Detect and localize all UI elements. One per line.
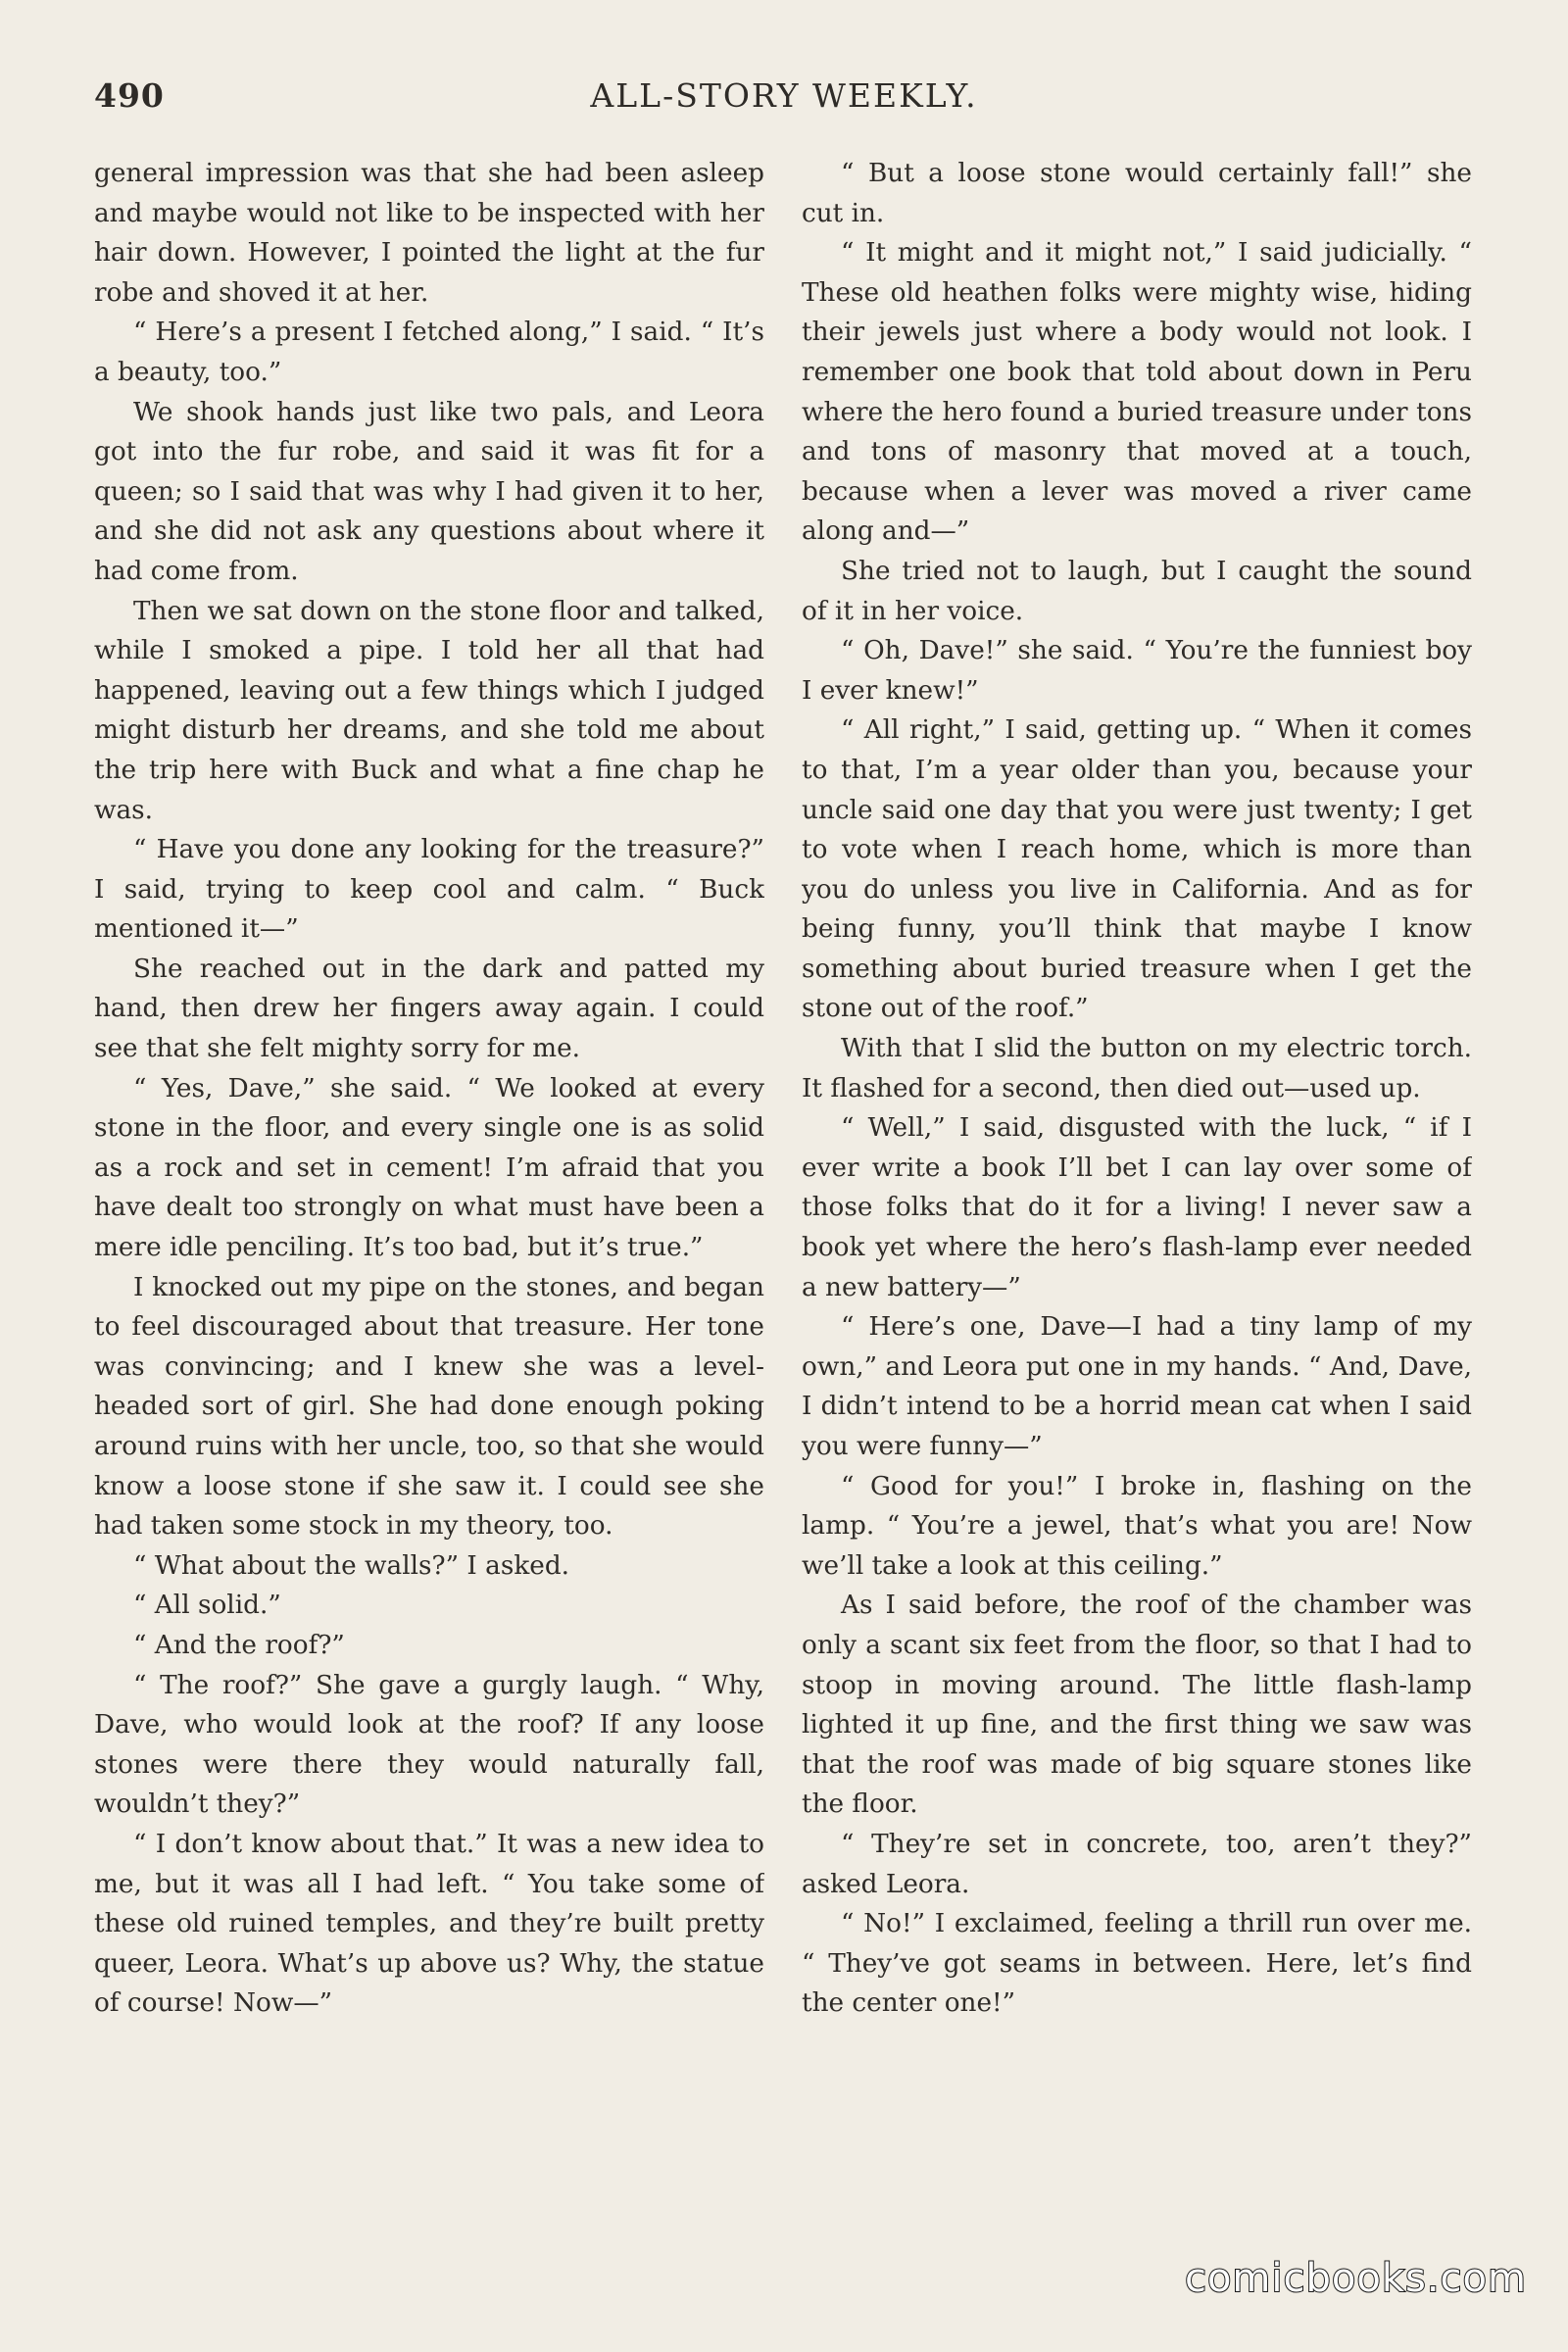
paragraph: Then we sat down on the stone floor and talked, while I smoked a pipe. I told her all that had happened, leaving out a few things which I judged might disturb her dreams, and she told me about the trip here with Buck and what a fine chap he was. — [94, 596, 764, 825]
paragraph: “ No!” I exclaimed, feeling a thrill run over me. “ They’ve got seams in between. Here, let’s find the center one!” — [802, 1909, 1472, 2019]
right-column — [802, 154, 1472, 2271]
paragraph: “ It might and it might not,” I said judicially. “ These old heathen folks were mighty wise, hiding their jewels just where a body would not look. I remember one book that told about down in Peru where the hero found a buried treasure under tons and tons of masonry that moved at a touch, because when a lever was moved a river came along and—” — [802, 238, 1472, 547]
paragraph: She reached out in the dark and patted my hand, then drew her fingers away again. I could see that she felt mighty sorry for me. — [94, 954, 764, 1064]
paragraph: We shook hands just like two pals, and Leora got into the fur robe, and said it was fit for a queen; so I said that was why I had given it to her, and she did not ask any questions about where it had come from. — [94, 397, 764, 586]
paragraph: “ Good for you!” I broke in, flashing on the lamp. “ You’re a jewel, that’s what you are! Now we’ll take a look at this ceiling.” — [802, 1471, 1472, 1581]
paragraph: She tried not to laugh, but I caught the sound of it in her voice. — [802, 556, 1472, 626]
page-number: 490 — [94, 76, 165, 115]
watermark: comicbooks.com — [1184, 2256, 1527, 2301]
page-header — [94, 76, 1474, 125]
paragraph: “ What about the walls?” I asked. — [133, 1550, 570, 1581]
paragraph: As I said before, the roof of the chamber was only a scant six feet from the floor, so that I had to stoop in moving around. The little flash-lamp lighted it up fine, and the first thing we saw was that the roof was made of big square stones like the floor. — [802, 1591, 1472, 1820]
left-column — [94, 154, 764, 2271]
paragraph: “ And the roof?” — [133, 1630, 345, 1660]
paragraph: general impression was that she had been asleep and maybe would not like to be inspected with her hair down. However, I pointed the light at the fur robe and shoved it at her. — [94, 159, 764, 308]
paragraph: “ But a loose stone would certainly fall!” she cut in. — [802, 159, 1472, 228]
paragraph: “ Here’s one, Dave—I had a tiny lamp of my own,” and Leora put one in my hands. “ And, Dave, I didn’t intend to be a horrid mean cat when I said you were funny—” — [802, 1312, 1472, 1461]
paragraph: “ Have you done any looking for the treasure?” I said, trying to keep cool and calm. “ Buck mentioned it—” — [94, 835, 764, 945]
running-title: ALL-STORY WEEKLY. — [590, 76, 978, 115]
paragraph: “ Yes, Dave,” she said. “ We looked at every stone in the floor, and every single one is as solid as a rock and set in cement! I’m afraid that you have dealt too strongly on what must have been a mere idle penciling. It’s too bad, but it’s true.” — [94, 1073, 764, 1263]
paragraph: “ They’re set in concrete, too, aren’t they?” asked Leora. — [802, 1829, 1472, 1899]
paragraph: “ The roof?” She gave a gurgly laugh. “ Why, Dave, who would look at the roof? If any loose stones were there they would naturally fall, wouldn’t they?” — [94, 1670, 764, 1820]
paragraph: With that I slid the button on my electric torch. It flashed for a second, then died out—used up. — [802, 1034, 1472, 1103]
paragraph: “ All right,” I said, getting up. “ When it comes to that, I’m a year older than you, because your uncle said one day that you were just twenty; I get to vote when I reach home, which is more than you do unless you live in California. And as for being funny, you’ll think that maybe I know something about buried treasure when I get the stone out of the roof.” — [802, 715, 1472, 1024]
paragraph: “ I don’t know about that.” It was a new idea to me, but it was all I had left. “ You take some of these old ruined temples, and they’re built pretty queer, Leora. What’s up above us? Why, the statue of course! Now—” — [94, 1829, 764, 2019]
paragraph: “ All solid.” — [133, 1591, 281, 1621]
paragraph: “ Oh, Dave!” she said. “ You’re the funniest boy I ever knew!” — [802, 636, 1472, 706]
paragraph: “ Well,” I said, disgusted with the luck, “ if I ever write a book I’ll bet I can lay over some of those folks that do it for a living! I never saw a book yet where the hero’s flash-lamp ever needed a new battery—” — [802, 1113, 1472, 1302]
paragraph: I knocked out my pipe on the stones, and began to feel discouraged about that treasure. Her tone was convincing; and I knew she was a level-headed sort of girl. She had done enough poking around ruins with her uncle, too, so that she would know a loose stone if she saw it. I could see she had taken some stock in my theory, too. — [94, 1272, 764, 1542]
paragraph: “ Here’s a present I fetched along,” I said. “ It’s a beauty, too.” — [94, 318, 764, 387]
